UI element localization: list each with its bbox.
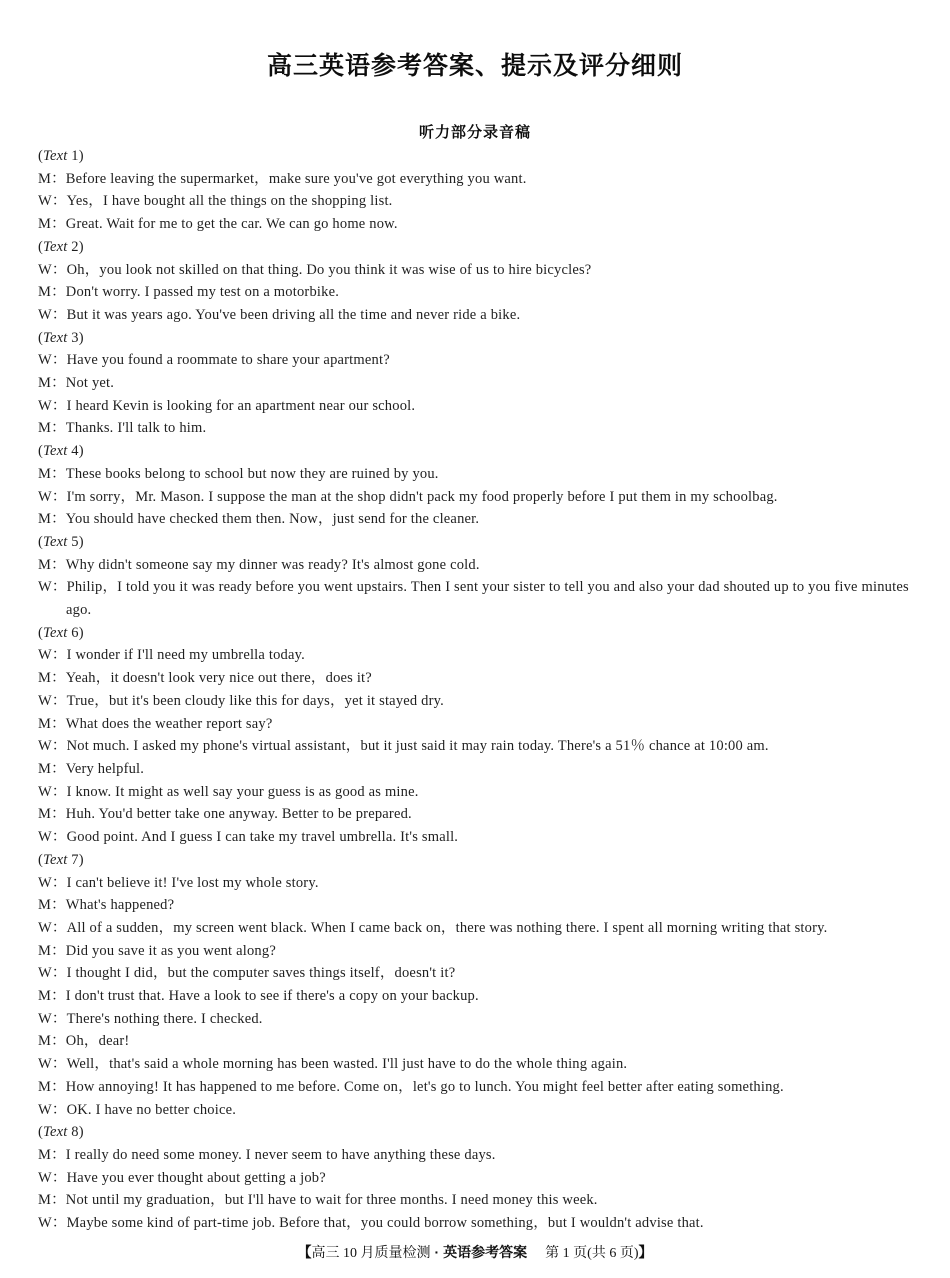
speaker-label: M： bbox=[38, 806, 66, 823]
dialogue-line bbox=[38, 1144, 920, 1167]
footer-separator-dot: · bbox=[434, 1244, 440, 1260]
speaker-label: M： bbox=[38, 216, 66, 233]
utterance-text: I heard Kevin is looking for an apartment near our school. bbox=[66, 397, 416, 414]
speaker-label: W： bbox=[38, 738, 67, 755]
speaker-label: M： bbox=[38, 170, 66, 187]
speaker-label: W： bbox=[38, 1010, 67, 1027]
speaker-label: W： bbox=[38, 1101, 67, 1118]
utterance-text: Good point. And I guess I can take my travel umbrella. It's small. bbox=[66, 829, 459, 846]
utterance-text: I know. It might as well say your guess is as good as mine. bbox=[66, 783, 419, 800]
dialogue-line bbox=[38, 713, 920, 736]
footer-subject: 英语参考答案 bbox=[443, 1244, 528, 1260]
speaker-label: M： bbox=[38, 988, 66, 1005]
dialogue-line bbox=[38, 1189, 920, 1212]
text-section-word: Text bbox=[43, 238, 68, 255]
utterance-text: Have you found a roommate to share your apartment? bbox=[66, 352, 390, 369]
speaker-label: W： bbox=[38, 1215, 67, 1232]
dialogue-line bbox=[38, 690, 920, 713]
dialogue-line bbox=[38, 304, 920, 327]
dialogue-line bbox=[38, 667, 920, 690]
footer-bracket-right: 】 bbox=[638, 1244, 653, 1260]
speaker-label: M： bbox=[38, 897, 66, 914]
text-section-word: Text bbox=[43, 533, 68, 550]
utterance-text: Not yet. bbox=[65, 375, 115, 392]
speaker-label: M： bbox=[38, 1033, 66, 1050]
utterance-text: True，but it's been cloudy like this for days，yet it stayed dry. bbox=[66, 692, 444, 709]
dialogue-line bbox=[38, 872, 920, 895]
text-section-label: (Text 1) bbox=[38, 148, 84, 164]
text-section-word: Text bbox=[43, 624, 68, 641]
speaker-label: M： bbox=[38, 375, 66, 392]
dialogue-line bbox=[38, 395, 920, 418]
utterance-text: You should have checked them then. Now，just send for the cleaner. bbox=[65, 511, 480, 528]
speaker-label: W： bbox=[38, 352, 67, 369]
text-section-word: Text bbox=[43, 148, 68, 164]
utterance-text: Have you ever thought about getting a job? bbox=[66, 1169, 326, 1186]
utterance-text: I thought I did，but the computer saves things itself，doesn't it? bbox=[66, 965, 456, 982]
speaker-label: M： bbox=[38, 511, 66, 528]
speaker-label: W： bbox=[38, 647, 67, 664]
text-section-word: Text bbox=[43, 1124, 68, 1141]
dialogue-line bbox=[38, 349, 920, 372]
dialogue-line bbox=[38, 758, 920, 781]
speaker-label: W： bbox=[38, 193, 67, 210]
dialogue-line bbox=[38, 644, 920, 667]
speaker-label: M： bbox=[38, 284, 66, 301]
dialogue-line bbox=[38, 259, 920, 282]
page-title: 高三英语参考答案、提示及评分细则 bbox=[266, 52, 683, 80]
dialogue-line bbox=[38, 417, 920, 440]
utterance-text: What's happened? bbox=[65, 897, 175, 914]
utterance-text: Did you save it as you went along? bbox=[65, 942, 276, 959]
utterance-text: Yeah，it doesn't look very nice out there，does it? bbox=[65, 670, 372, 687]
utterance-text: I can't believe it! I've lost my whole story. bbox=[66, 874, 319, 891]
dialogue-line bbox=[38, 1053, 920, 1076]
speaker-label: M： bbox=[38, 465, 66, 482]
text-section-word: Text bbox=[43, 851, 68, 868]
dialogue-line bbox=[38, 781, 920, 804]
dialogue-line bbox=[38, 576, 920, 621]
utterance-text: Maybe some kind of part-time job. Before that，you could borrow something，but I wouldn't advise that. bbox=[66, 1215, 704, 1232]
utterance-text: Philip，I told you it was ready before you went upstairs. Then I sent your sister to tell you and also your dad shouted up to you five minutes ago. bbox=[66, 579, 909, 619]
dialogue-line bbox=[38, 1008, 920, 1031]
speaker-label: M： bbox=[38, 942, 66, 959]
utterance-text: There's nothing there. I checked. bbox=[66, 1010, 263, 1027]
speaker-label: W： bbox=[38, 579, 67, 596]
utterance-text: But it was years ago. You've been driving all the time and never ride a bike. bbox=[66, 306, 521, 323]
speaker-label: W： bbox=[38, 397, 67, 414]
utterance-text: How annoying! It has happened to me before. Come on，let's go to lunch. You might feel better after eating something. bbox=[65, 1078, 784, 1095]
speaker-label: W： bbox=[38, 1056, 67, 1073]
speaker-label: W： bbox=[38, 919, 67, 936]
dialogue-line bbox=[38, 1030, 920, 1053]
dialogue-line bbox=[38, 486, 920, 509]
dialogue-line bbox=[38, 190, 920, 213]
listening-transcript-heading: 听力部分录音稿 bbox=[418, 124, 531, 141]
text-section-label: (Text 4) bbox=[38, 443, 84, 460]
dialogue-line bbox=[38, 1212, 920, 1235]
dialogue-line bbox=[38, 281, 920, 304]
dialogue-line bbox=[38, 463, 920, 486]
speaker-label: W： bbox=[38, 965, 67, 982]
utterance-text: Thanks. I'll talk to him. bbox=[65, 420, 207, 437]
utterance-text: I wonder if I'll need my umbrella today. bbox=[66, 647, 305, 664]
speaker-label: M： bbox=[38, 420, 66, 437]
utterance-text: I don't trust that. Have a look to see if there's a copy on your backup. bbox=[65, 988, 479, 1005]
text-section-label: (Text 2) bbox=[38, 238, 84, 255]
dialogue-line bbox=[38, 735, 920, 758]
utterance-text: Oh，you look not skilled on that thing. Do you think it was wise of us to hire bicycles? bbox=[66, 261, 592, 278]
utterance-text: Oh，dear! bbox=[65, 1033, 130, 1050]
text-section-word: Text bbox=[43, 443, 68, 460]
text-section-label: (Text 6) bbox=[38, 624, 84, 641]
speaker-label: M： bbox=[38, 760, 66, 777]
speaker-label: W： bbox=[38, 829, 67, 846]
speaker-label: W： bbox=[38, 306, 67, 323]
dialogue-line bbox=[38, 213, 920, 236]
speaker-label: M： bbox=[38, 556, 66, 573]
dialogue-line bbox=[38, 917, 920, 940]
dialogue-line bbox=[38, 508, 920, 531]
utterance-text: Before leaving the supermarket，make sure you've got everything you want. bbox=[65, 170, 527, 187]
text-section-label: (Text 3) bbox=[38, 329, 84, 346]
utterance-text: What does the weather report say? bbox=[65, 715, 273, 732]
dialogue-line bbox=[38, 894, 920, 917]
utterance-text: OK. I have no better choice. bbox=[66, 1101, 237, 1118]
dialogue-line bbox=[38, 168, 920, 191]
dialogue-line bbox=[38, 940, 920, 963]
speaker-label: W： bbox=[38, 783, 67, 800]
footer-exam-name: 高三 10 月质量检测 bbox=[311, 1246, 431, 1261]
text-section-word: Text bbox=[43, 329, 68, 346]
speaker-label: W： bbox=[38, 1169, 67, 1186]
speaker-label: W： bbox=[38, 261, 67, 278]
speaker-label: M： bbox=[38, 670, 66, 687]
dialogue-line bbox=[38, 826, 920, 849]
utterance-text: Don't worry. I passed my test on a motorbike. bbox=[65, 284, 340, 301]
speaker-label: M： bbox=[38, 715, 66, 732]
utterance-text: These books belong to school but now they are ruined by you. bbox=[65, 465, 439, 482]
utterance-text: Yes，I have bought all the things on the shopping list. bbox=[66, 193, 393, 210]
utterance-text: All of a sudden，my screen went black. When I came back on，there was nothing there. I spent all morning writing that story. bbox=[66, 919, 828, 936]
page-footer bbox=[0, 1242, 950, 1262]
transcript bbox=[38, 145, 920, 1235]
dialogue-line bbox=[38, 985, 920, 1008]
speaker-label: W： bbox=[38, 692, 67, 709]
dialogue-line bbox=[38, 554, 920, 577]
text-section-label: (Text 5) bbox=[38, 533, 84, 550]
dialogue-line bbox=[38, 1167, 920, 1190]
utterance-text: I really do need some money. I never seem to have anything these days. bbox=[65, 1146, 496, 1163]
footer-bracket-left: 【 bbox=[297, 1244, 312, 1260]
speaker-label: W： bbox=[38, 488, 67, 505]
utterance-text: I'm sorry，Mr. Mason. I suppose the man at the shop didn't pack my food properly before I put them in my schoolbag. bbox=[66, 488, 778, 505]
utterance-text: Why didn't someone say my dinner was ready? It's almost gone cold. bbox=[65, 556, 480, 573]
speaker-label: M： bbox=[38, 1192, 66, 1209]
dialogue-line bbox=[38, 962, 920, 985]
speaker-label: M： bbox=[38, 1078, 66, 1095]
utterance-text: Not much. I asked my phone's virtual assistant，but it just said it may rain today. There's a 51％ chance at 10:00 am. bbox=[66, 738, 769, 755]
utterance-text: Huh. You'd better take one anyway. Better to be prepared. bbox=[65, 806, 412, 823]
dialogue-line bbox=[38, 1076, 920, 1099]
text-section-label: (Text 7) bbox=[38, 851, 84, 868]
speaker-label: M： bbox=[38, 1146, 66, 1163]
dialogue-line bbox=[38, 372, 920, 395]
text-section-label: (Text 8) bbox=[38, 1124, 84, 1141]
utterance-text: Very helpful. bbox=[65, 760, 145, 777]
utterance-text: Well，that's said a whole morning has been wasted. I'll just have to do the whole thing again. bbox=[66, 1056, 628, 1073]
speaker-label: W： bbox=[38, 874, 67, 891]
dialogue-line bbox=[38, 1099, 920, 1122]
footer-page-number: 第 1 页(共 6 页) bbox=[545, 1246, 639, 1261]
utterance-text: Great. Wait for me to get the car. We can go home now. bbox=[65, 216, 398, 233]
utterance-text: Not until my graduation，but I'll have to wait for three months. I need money this week. bbox=[65, 1192, 598, 1209]
dialogue-line bbox=[38, 803, 920, 826]
